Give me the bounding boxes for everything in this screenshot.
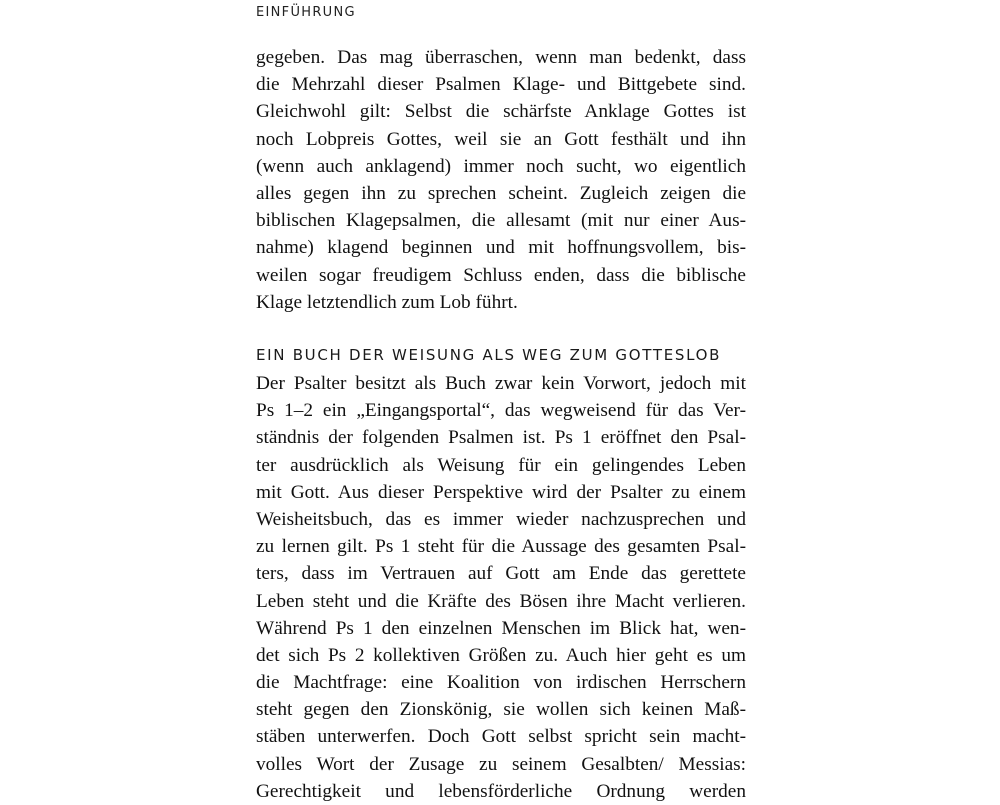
- text-line: (wenn auch anklagend) immer noch sucht, wo eigentlich: [256, 155, 746, 177]
- text-line: volles Wort der Zusage zu seinem Gesalbten/ Messias:: [256, 753, 746, 775]
- text-line: alles gegen ihn zu sprechen scheint. Zugleich zeigen die: [256, 182, 746, 204]
- text-line: Während Ps 1 den einzelnen Menschen im Blick hat, wen-: [256, 617, 746, 639]
- text-line: die Machtfrage: eine Koalition von irdischen Herrschern: [256, 672, 746, 694]
- text-line: mit Gott. Aus dieser Perspektive wird der Psalter zu einem: [256, 481, 746, 503]
- text-line: det sich Ps 2 kollektiven Größen zu. Auch hier geht es um: [256, 644, 746, 666]
- running-head: EINFÜHRUNG: [256, 5, 356, 20]
- text-line: Weisheitsbuch, das es immer wieder nachzusprechen und: [256, 508, 746, 530]
- paragraph-1: [256, 44, 746, 316]
- text-line: stäben unterwerfen. Doch Gott selbst spricht sein macht-: [256, 726, 746, 748]
- text-line: ters, dass im Vertrauen auf Gott am Ende das gerettete: [256, 563, 746, 585]
- text-line: Klage letztendlich zum Lob führt.: [256, 291, 518, 313]
- text-line: Gleichwohl gilt: Selbst die schärfste Anklage Gottes ist: [256, 101, 746, 123]
- text-line: steht gegen den Zionskönig, sie wollen sich keinen Maß-: [256, 699, 746, 721]
- text-line: die Mehrzahl dieser Psalmen Klage- und Bittgebete sind.: [256, 74, 746, 96]
- text-line: weilen sogar freudigem Schluss enden, dass die biblische: [256, 264, 746, 286]
- section-weisung: [256, 343, 746, 805]
- text-line: ter ausdrücklich als Weisung für ein gelingendes Leben: [256, 454, 746, 476]
- text-line: noch Lobpreis Gottes, weil sie an Gott festhält und ihn: [256, 128, 746, 150]
- text-line: ständnis der folgenden Psalmen ist. Ps 1 eröffnet den Psal-: [256, 427, 746, 449]
- text-line: Ps 1–2 ein „Eingangsportal“, das wegweisend für das Ver-: [256, 400, 746, 422]
- text-line: Der Psalter besitzt als Buch zwar kein Vorwort, jedoch mit: [256, 373, 746, 394]
- text-line: Leben steht und die Kräfte des Bösen ihre Macht verlieren.: [256, 590, 746, 612]
- text-line: biblischen Klagepsalmen, die allesamt (mit nur einer Aus-: [256, 210, 746, 232]
- text-line: Gerechtigkeit und lebensförderliche Ordnung werden: [256, 780, 746, 802]
- text-line: zu lernen gilt. Ps 1 steht für die Aussage des gesamten Psal-: [256, 536, 746, 558]
- text-line: gegeben. Das mag überraschen, wenn man bedenkt, dass: [256, 47, 746, 68]
- section-heading: EIN BUCH DER WEISUNG ALS WEG ZUM GOTTESLOB: [256, 346, 722, 364]
- text-line: nahme) klagend beginnen und mit hoffnungsvollem, bis-: [256, 237, 746, 259]
